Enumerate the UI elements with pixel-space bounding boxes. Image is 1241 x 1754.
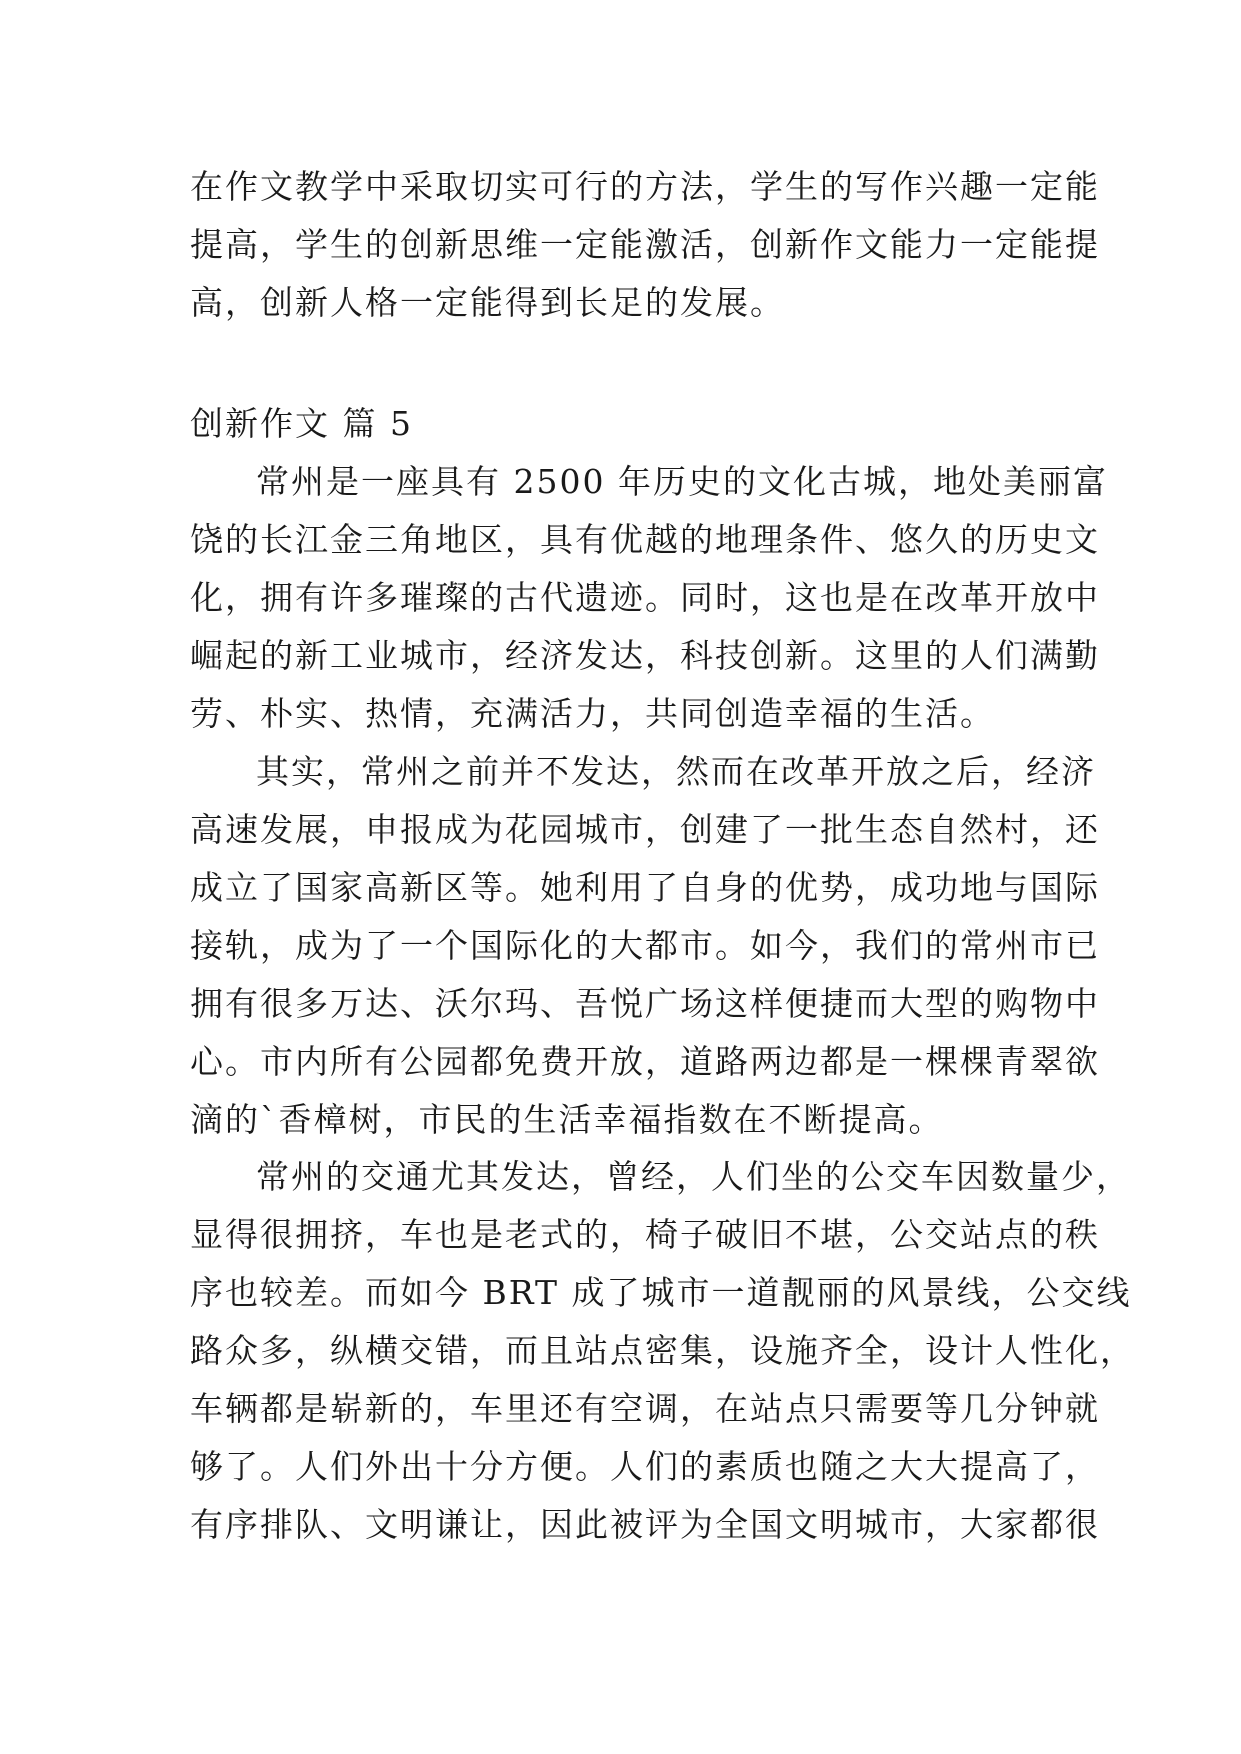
text-line: 接轨，成为了一个国际化的大都市。如今，我们的常州市已 xyxy=(190,926,1100,965)
text-line: 滴的`香樟树，市民的生活幸福指数在不断提高。 xyxy=(190,1100,944,1139)
text-line: 够了。人们外出十分方便。人们的素质也随之大大提高了， xyxy=(190,1447,1100,1486)
text-line: 序也较差。而如今 BRT 成了城市一道靓丽的风景线，公交线 xyxy=(190,1273,1132,1312)
text-line: 提高，学生的创新思维一定能激活，创新作文能力一定能提 xyxy=(190,225,1100,264)
text-line: 成立了国家高新区等。她利用了自身的优势，成功地与国际 xyxy=(190,868,1100,907)
paragraph-2 xyxy=(190,743,1100,1149)
text-line: 有序排队、文明谦让，因此被评为全国文明城市，大家都很 xyxy=(190,1505,1100,1544)
text-line: 常州是一座具有 2500 年历史的文化古城，地处美丽富 xyxy=(256,462,1108,501)
text-line: 崛起的新工业城市，经济发达，科技创新。这里的人们满勤 xyxy=(190,636,1100,675)
text-line: 心。市内所有公园都免费开放，道路两边都是一棵棵青翠欲 xyxy=(190,1042,1100,1081)
text-line: 高，创新人格一定能得到长足的发展。 xyxy=(190,283,785,322)
text-line: 劳、朴实、热情，充满活力，共同创造幸福的生活。 xyxy=(190,694,995,733)
text-line: 常州的交通尤其发达，曾经，人们坐的公交车因数量少， xyxy=(256,1157,1131,1196)
text-line: 拥有很多万达、沃尔玛、吾悦广场这样便捷而大型的购物中 xyxy=(190,984,1100,1023)
intro-paragraph xyxy=(190,158,1100,332)
paragraph-1 xyxy=(190,453,1108,743)
text-line: 显得很拥挤，车也是老式的，椅子破旧不堪，公交站点的秩 xyxy=(190,1215,1100,1254)
text-line: 饶的长江金三角地区，具有优越的地理条件、悠久的历史文 xyxy=(190,520,1100,559)
text-line: 化，拥有许多璀璨的古代遗迹。同时，这也是在改革开放中 xyxy=(190,578,1100,617)
section-heading: 创新作文 篇 5 xyxy=(190,404,413,443)
text-line: 其实，常州之前并不发达，然而在改革开放之后，经济 xyxy=(256,752,1096,791)
text-line: 车辆都是崭新的，车里还有空调，在站点只需要等几分钟就 xyxy=(190,1389,1100,1428)
text-line: 高速发展，申报成为花园城市，创建了一批生态自然村，还 xyxy=(190,810,1100,849)
paragraph-3 xyxy=(190,1148,1135,1554)
text-line: 路众多，纵横交错，而且站点密集，设施齐全，设计人性化， xyxy=(190,1331,1135,1370)
text-line: 在作文教学中采取切实可行的方法，学生的写作兴趣一定能 xyxy=(190,167,1100,206)
